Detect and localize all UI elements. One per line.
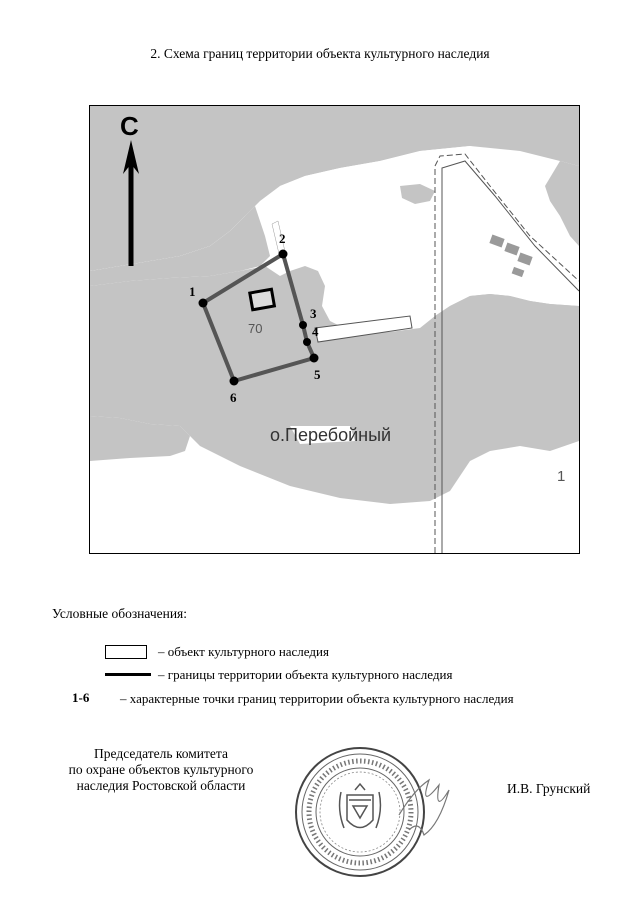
legend-heading: Условные обозначения: — [52, 606, 188, 621]
coat-of-arms-icon — [340, 784, 381, 828]
point-label-4: 4 — [312, 324, 319, 339]
object-number: 70 — [248, 321, 263, 336]
island-label: о.Перебойный — [270, 425, 392, 445]
points-range-symbol: 1-6 — [72, 690, 90, 705]
legend-item-object — [52, 643, 578, 660]
official-seal — [289, 740, 479, 890]
boundary-line-symbol — [105, 673, 151, 676]
position-line-3: наследия Ростовской области — [76, 778, 246, 793]
legend-text-points: – характерные точки границ территории объекта культурного наследия — [120, 691, 514, 706]
signatory-name: И.В. Грунский — [507, 781, 591, 796]
legend-text-object: – объект культурного наследия — [158, 644, 329, 659]
page-title: 2. Схема границ территории объекта культурного наследия — [150, 46, 490, 61]
point-label-5: 5 — [314, 367, 321, 382]
boundary-point-5 — [310, 354, 319, 363]
boundary-point-6 — [230, 377, 239, 386]
position-line-1: Председатель комитета — [94, 746, 228, 761]
legend-item-boundary — [52, 666, 578, 683]
legend-item-points — [52, 690, 540, 707]
point-label-6: 6 — [230, 390, 237, 405]
position-line-2: по охране объектов культурного — [68, 762, 254, 777]
district-number: 1 — [557, 468, 566, 485]
boundary-point-3 — [299, 321, 307, 329]
boundary-map — [89, 105, 580, 554]
point-label-1: 1 — [189, 284, 196, 299]
point-label-2: 2 — [279, 231, 286, 246]
point-label-3: 3 — [310, 306, 317, 321]
north-label: С — [120, 111, 139, 141]
boundary-point-1 — [199, 299, 208, 308]
boundary-point-2 — [279, 250, 288, 259]
object-symbol — [105, 645, 147, 659]
legend-text-boundary: – границы территории объекта культурного наследия — [158, 667, 453, 682]
signatory-position — [48, 746, 274, 794]
boundary-point-4 — [303, 338, 311, 346]
heritage-object-marker — [250, 289, 275, 310]
